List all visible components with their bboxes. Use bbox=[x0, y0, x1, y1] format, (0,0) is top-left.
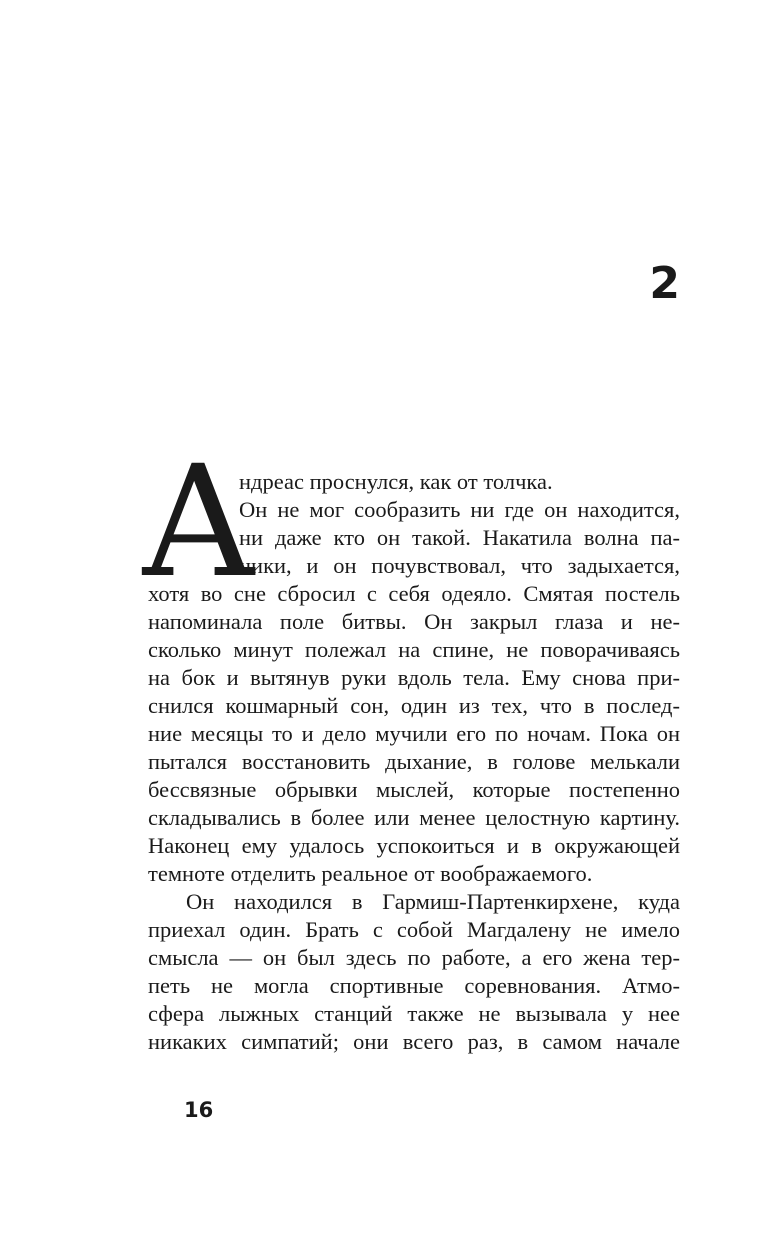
text-line: ние месяцы то и дело мучили его по ночам. Пока он bbox=[148, 721, 680, 746]
text-line: ники, и он почувствовал, что задыхается, bbox=[239, 553, 680, 578]
text-line: темноте отделить реальное от воображаемого. bbox=[148, 861, 593, 886]
text-line: бессвязные обрывки мыслей, которые постепенно bbox=[148, 777, 680, 802]
text-line: хотя во сне сбросил с себя одеяло. Смятая постель bbox=[148, 581, 680, 606]
text-line: складывались в более или менее целостную картину. bbox=[148, 805, 680, 830]
text-line: ни даже кто он такой. Накатила волна па- bbox=[239, 525, 680, 550]
text-line: ндреас проснулся, как от толчка. bbox=[239, 469, 553, 494]
text-line: пытался восстановить дыхание, в голове мелькали bbox=[148, 749, 680, 774]
drop-cap: А bbox=[140, 433, 257, 612]
page-number: 16 bbox=[184, 1098, 214, 1122]
text-line: сфера лыжных станций также не вызывала у нее bbox=[148, 1001, 680, 1026]
text-line: Он находился в Гармиш-Партенкирхене, куда bbox=[186, 889, 680, 914]
text-line: Наконец ему удалось успокоиться и в окружающей bbox=[148, 833, 680, 858]
text-line: сколько минут полежал на спине, не поворачиваясь bbox=[148, 637, 680, 662]
text-line: напоминала поле битвы. Он закрыл глаза и не- bbox=[148, 609, 680, 634]
text-line: на бок и вытянув руки вдоль тела. Ему снова при- bbox=[148, 665, 680, 690]
text-line: петь не могла спортивные соревнования. Атмо- bbox=[148, 973, 680, 998]
text-line: никаких симпатий; они всего раз, в самом начале bbox=[148, 1029, 680, 1054]
text-line: Он не мог сообразить ни где он находится, bbox=[239, 497, 680, 522]
chapter-number: 2 bbox=[649, 258, 680, 309]
text-line: приехал один. Брать с собой Магдалену не имело bbox=[148, 917, 680, 942]
text-line: смысла — он был здесь по работе, а его жена тер- bbox=[148, 945, 680, 970]
text-line: снился кошмарный сон, один из тех, что в послед- bbox=[148, 693, 680, 718]
